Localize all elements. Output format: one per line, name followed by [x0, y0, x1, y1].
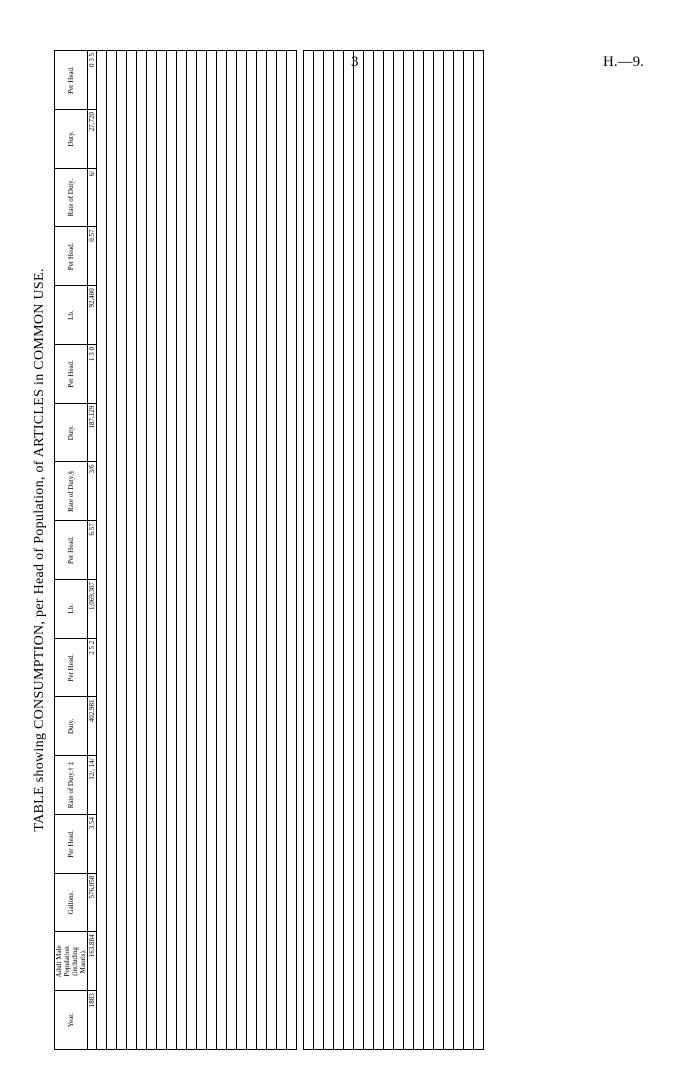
col-tobacco-duty-per-head: Per Head.	[55, 345, 88, 404]
cell: 0 3 5	[88, 51, 97, 110]
cell	[334, 51, 344, 1050]
cell	[167, 51, 177, 1050]
table-row	[127, 51, 137, 1050]
col-cigars-lb: Lb.	[55, 286, 88, 345]
cell	[354, 51, 364, 1050]
col-spirits-per-head: Per Head.	[55, 815, 88, 874]
table-row	[117, 51, 127, 1050]
table-row	[384, 51, 394, 1050]
col-tobacco-rate: Rate of Duty.§	[55, 462, 88, 521]
table-row	[147, 51, 157, 1050]
table-row	[237, 51, 247, 1050]
table-row	[167, 51, 177, 1050]
rotated-content	[30, 50, 650, 1050]
cell: 12/, 14/	[88, 756, 97, 815]
table-row	[177, 51, 187, 1050]
table-row	[444, 51, 454, 1050]
cell	[277, 51, 287, 1050]
document-code: H.—9.	[603, 54, 644, 70]
col-spirits-duty-per-head: Per Head.	[55, 638, 88, 697]
table-row	[227, 51, 237, 1050]
table-row	[424, 51, 434, 1050]
upper-table	[54, 50, 297, 1050]
cell	[207, 51, 217, 1050]
cell: 3.54	[88, 815, 97, 874]
cell: 1 3 0	[88, 345, 97, 404]
table-row	[324, 51, 334, 1050]
col-spirits-duty: Duty.	[55, 697, 88, 756]
col-cigars-per-head: Per Head.	[55, 227, 88, 286]
cell	[157, 51, 167, 1050]
cell	[434, 51, 444, 1050]
col-spirits-rate: Rate of Duty.† ‡	[55, 756, 88, 815]
table-row	[137, 51, 147, 1050]
cell	[247, 51, 257, 1050]
col-cigars-duty-per-head: Per Head.	[55, 51, 88, 110]
table-row	[404, 51, 414, 1050]
upper-header-row	[55, 51, 88, 1050]
cell	[364, 51, 374, 1050]
cell	[127, 51, 137, 1050]
table-row	[187, 51, 197, 1050]
table-row	[257, 51, 267, 1050]
table-row	[464, 51, 474, 1050]
col-year: Year.	[55, 991, 88, 1050]
col-tobacco-per-head: Per Head.	[55, 521, 88, 580]
cell: 0.57	[88, 227, 97, 286]
cell	[197, 51, 207, 1050]
table-row	[207, 51, 217, 1050]
cell	[474, 51, 484, 1050]
table-row	[434, 51, 444, 1050]
lower-section	[303, 50, 484, 1050]
lower-table	[303, 50, 484, 1050]
cell: 2 5 2	[88, 638, 97, 697]
col-tobacco-lb: Lb.	[55, 580, 88, 639]
cell: 187,129	[88, 403, 97, 462]
table-row	[88, 51, 97, 1050]
cell	[424, 51, 434, 1050]
cell: 1883	[88, 991, 97, 1050]
cell: 6/	[88, 168, 97, 227]
table-row	[314, 51, 324, 1050]
cell	[374, 51, 384, 1050]
cell	[384, 51, 394, 1050]
cell	[344, 51, 354, 1050]
cell	[107, 51, 117, 1050]
table-row	[394, 51, 404, 1050]
upper-section	[54, 50, 297, 1050]
table-row	[304, 51, 314, 1050]
cell	[444, 51, 454, 1050]
cell	[177, 51, 187, 1050]
cell	[217, 51, 227, 1050]
cell	[257, 51, 267, 1050]
upper-table-body	[88, 51, 297, 1050]
cell: 1,069,307	[88, 580, 97, 639]
lower-table-body	[304, 51, 484, 1050]
cell	[454, 51, 464, 1050]
col-cigars-rate: Rate of Duty.	[55, 168, 88, 227]
table-row	[97, 51, 107, 1050]
table-row	[414, 51, 424, 1050]
cell	[394, 51, 404, 1050]
table-row	[267, 51, 277, 1050]
col-cigars-duty: Duty.	[55, 110, 88, 169]
cell: 163,884	[88, 932, 97, 991]
cell	[227, 51, 237, 1050]
cell	[324, 51, 334, 1050]
col-adult-male-pop: Adult Male Population (including Maoris).	[55, 932, 88, 991]
cell: 6.57	[88, 521, 97, 580]
cell: 3/6	[88, 462, 97, 521]
table-row	[344, 51, 354, 1050]
cell: 402,981	[88, 697, 97, 756]
cell	[237, 51, 247, 1050]
table-row	[247, 51, 257, 1050]
table-row	[157, 51, 167, 1050]
table-row	[287, 51, 297, 1050]
table-row	[474, 51, 484, 1050]
cell	[314, 51, 324, 1050]
cell	[287, 51, 297, 1050]
table-row	[334, 51, 344, 1050]
cell	[267, 51, 277, 1050]
page-number: 3	[351, 54, 359, 70]
cell	[414, 51, 424, 1050]
cell: 576,058	[88, 873, 97, 932]
cell	[304, 51, 314, 1050]
col-tobacco-duty: Duty.	[55, 403, 88, 462]
table-row	[277, 51, 287, 1050]
table-row	[217, 51, 227, 1050]
cell	[187, 51, 197, 1050]
cell	[464, 51, 474, 1050]
cell	[117, 51, 127, 1050]
table-row	[454, 51, 464, 1050]
table-row	[107, 51, 117, 1050]
cell: 92,400	[88, 286, 97, 345]
cell	[147, 51, 157, 1050]
table-title: TABLE showing CONSUMPTION, per Head of Population, of ARTICLES in COMMON USE.	[32, 268, 47, 832]
upper-table-header	[55, 51, 88, 1050]
cell	[404, 51, 414, 1050]
table-row	[374, 51, 384, 1050]
cell	[137, 51, 147, 1050]
cell: 27,720	[88, 110, 97, 169]
table-row	[354, 51, 364, 1050]
col-spirits-gallons: Gallons.	[55, 873, 88, 932]
table-row	[197, 51, 207, 1050]
cell	[97, 51, 107, 1050]
table-row	[364, 51, 374, 1050]
